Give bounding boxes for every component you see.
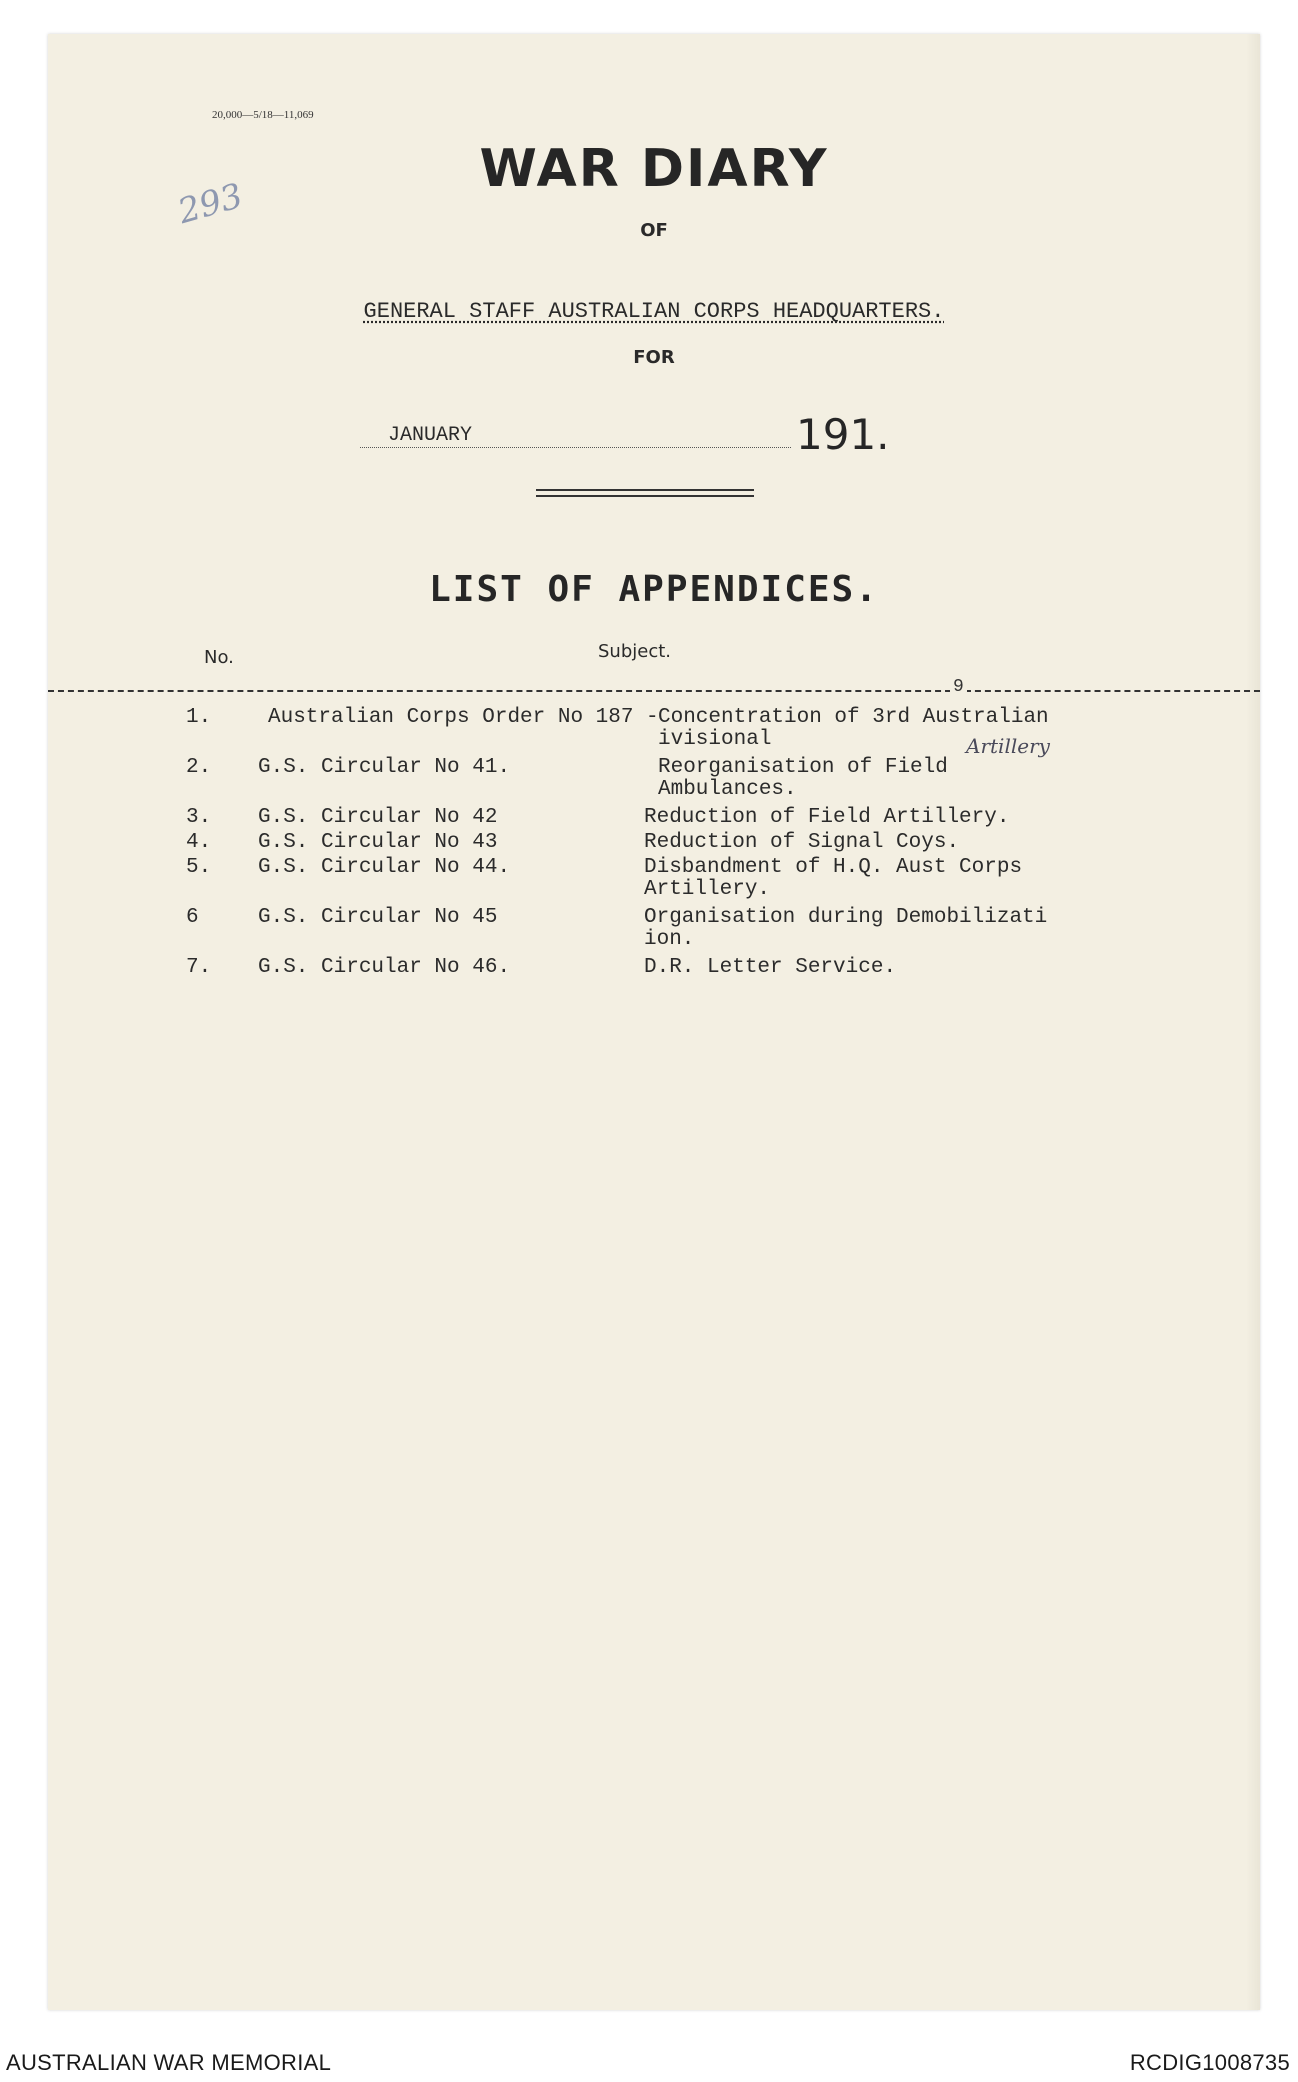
- appendix-subject-line: Artillery.: [644, 878, 771, 901]
- double-rule-divider: [536, 489, 754, 497]
- appendix-number: 3.: [186, 806, 212, 829]
- document-page: [48, 34, 1260, 2010]
- unit-name: [48, 299, 1260, 324]
- appendix-number: 4.: [186, 831, 212, 854]
- appendix-reference: G.S. Circular No 43: [258, 831, 498, 854]
- for-label: FOR: [633, 347, 675, 368]
- appendix-subject-line: Reorganisation of Field: [658, 756, 948, 779]
- appendix-reference: G.S. Circular No 42: [258, 806, 498, 829]
- appendix-subject-line: D.R. Letter Service.: [644, 956, 897, 979]
- year-field: 191.: [796, 410, 890, 459]
- appendix-reference: G.S. Circular No 41.: [258, 756, 511, 779]
- column-header-subject: Subject.: [598, 641, 672, 662]
- appendix-subject-line: Disbandment of H.Q. Aust Corps: [644, 856, 1023, 879]
- archive-number: 293: [173, 175, 248, 233]
- column-header-no: No.: [204, 647, 234, 668]
- appendix-reference: G.S. Circular No 45: [258, 906, 498, 929]
- month-dotted-line: [360, 447, 791, 448]
- page-edge-shadow: [1246, 34, 1260, 2010]
- page-title: WAR DIARY: [479, 139, 829, 199]
- list-title: LIST OF APPENDICES.: [429, 569, 879, 610]
- appendix-subject-line: Concentration of 3rd Australian: [658, 706, 1049, 729]
- page-marker: 9: [950, 677, 967, 697]
- appendix-subject-line: ivisional: [658, 728, 772, 751]
- appendix-number: 2.: [186, 756, 212, 779]
- appendix-number: 1.: [186, 706, 212, 729]
- appendix-reference: G.S. Circular No 46.: [258, 956, 511, 979]
- appendix-number: 7.: [186, 956, 212, 979]
- of-label: OF: [640, 220, 668, 241]
- unit-name-text: GENERAL STAFF AUSTRALIAN CORPS HEADQUARTERS.: [363, 299, 945, 324]
- appendix-reference: G.S. Circular No 44.: [258, 856, 511, 879]
- appendix-subject-line: Reduction of Signal Coys.: [644, 831, 960, 854]
- appendix-subject-line: Reduction of Field Artillery.: [644, 806, 1010, 829]
- footer-institution: AUSTRALIAN WAR MEMORIAL: [6, 2050, 332, 2075]
- footer-record-id: RCDIG1008735: [1129, 2050, 1290, 2075]
- appendix-subject-line: Organisation during Demobilizati: [644, 906, 1048, 929]
- appendix-reference: Australian Corps Order No 187 -: [268, 706, 659, 729]
- print-code: 20,000—5/18—11,069: [212, 109, 314, 121]
- dashed-rule-divider: [48, 690, 1260, 692]
- month-field: JANUARY: [388, 424, 473, 447]
- appendix-subject-line: Ambulances.: [658, 778, 797, 801]
- appendix-subject-line: ion.: [644, 928, 695, 951]
- handwritten-note: Artillery: [966, 734, 1050, 758]
- appendix-number: 6: [186, 906, 199, 929]
- appendix-number: 5.: [186, 856, 212, 879]
